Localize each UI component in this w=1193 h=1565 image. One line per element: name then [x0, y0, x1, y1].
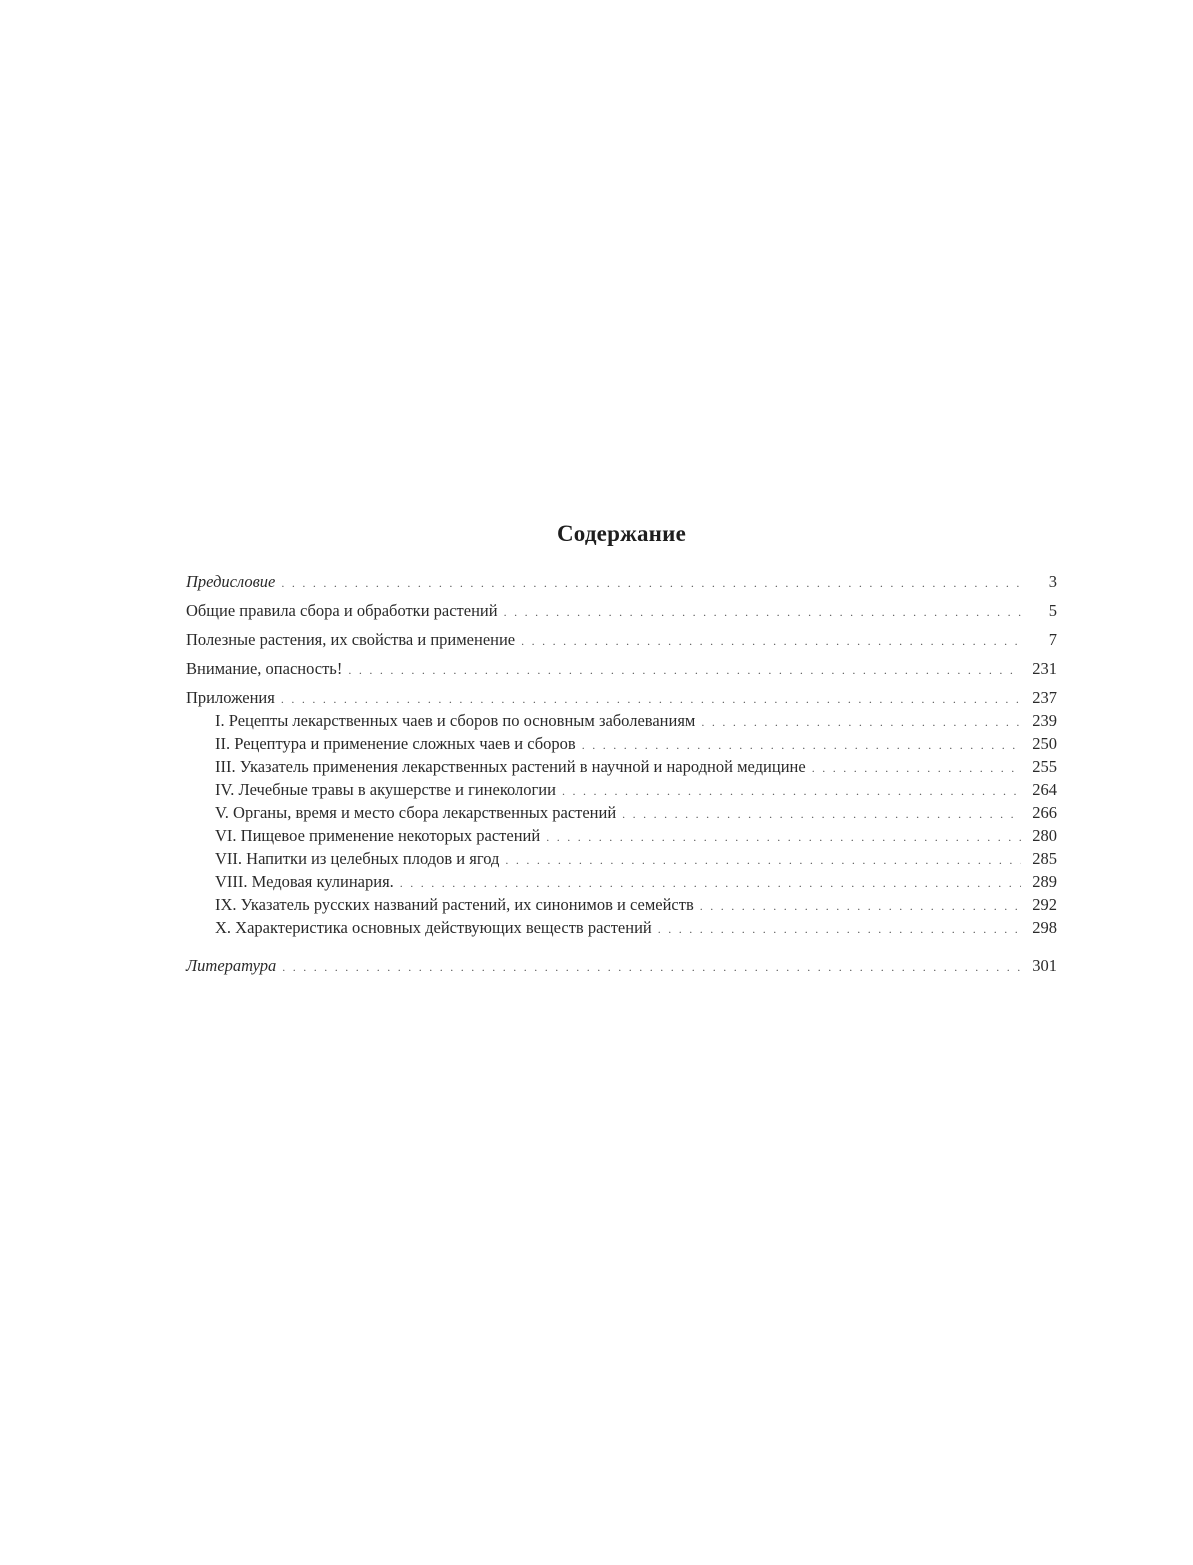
toc-entry-page: 7: [1048, 630, 1057, 649]
toc-title: Содержание: [557, 521, 686, 546]
toc-subentry-appendix-1[interactable]: [186, 709, 1057, 732]
dot-leader: [281, 686, 1021, 711]
toc-entry-page: 289: [1032, 872, 1057, 891]
toc-entry-label: VII. Напитки из целебных плодов и ягод: [215, 849, 500, 868]
dot-leader: [281, 570, 1021, 595]
toc-entry-page: 3: [1048, 572, 1057, 591]
toc-entry-page: 231: [1032, 659, 1057, 678]
dot-leader: [582, 732, 1021, 757]
dot-leader: [505, 847, 1021, 872]
dot-leader: [282, 954, 1021, 979]
toc-subentry-appendix-2[interactable]: [186, 732, 1057, 755]
dot-leader: [658, 916, 1021, 941]
dot-leader: [546, 824, 1021, 849]
toc-entry-page: 237: [1032, 688, 1057, 707]
toc-entry-page: 250: [1032, 734, 1057, 753]
dot-leader: [521, 628, 1021, 653]
toc-entry-label: X. Характеристика основных действующих веществ растений: [215, 918, 652, 937]
toc-entry-page: 266: [1032, 803, 1057, 822]
toc-subentry-appendix-6[interactable]: [186, 824, 1057, 847]
toc-entry-page: 5: [1048, 601, 1057, 620]
toc-subentry-appendix-8[interactable]: [186, 870, 1057, 893]
toc-entry-page: 255: [1032, 757, 1057, 776]
toc-entry-label: V. Органы, время и место сбора лекарственных растений: [215, 803, 617, 822]
toc-entry-general-rules[interactable]: [186, 599, 1057, 622]
toc-subentry-appendix-9[interactable]: [186, 893, 1057, 916]
dot-leader: [400, 870, 1021, 895]
toc-entry-page: 301: [1032, 956, 1057, 975]
toc-entry-label: IV. Лечебные травы в акушерстве и гинекологии: [215, 780, 556, 799]
dot-leader: [812, 755, 1021, 780]
toc-entry-label: Общие правила сбора и обработки растений: [186, 601, 498, 620]
toc-entry-literature[interactable]: [186, 954, 1057, 977]
toc-entry-label: Полезные растения, их свойства и применение: [186, 630, 516, 649]
dot-leader: [504, 599, 1021, 624]
toc-subentry-appendix-5[interactable]: [186, 801, 1057, 824]
toc-entry-appendices[interactable]: [186, 686, 1057, 709]
toc-entry-label: Литература: [186, 956, 277, 975]
toc-entry-label: IX. Указатель русских названий растений, их синонимов и семейств: [215, 895, 694, 914]
toc-entry-page: 285: [1032, 849, 1057, 868]
toc-entry-page: 264: [1032, 780, 1057, 799]
toc-entry-label: I. Рецепты лекарственных чаев и сборов по основным заболеваниям: [215, 711, 696, 730]
toc-entry-label: VIII. Медовая кулинария.: [215, 872, 394, 891]
toc-entry-label: VI. Пищевое применение некоторых растений: [215, 826, 541, 845]
toc-entry-label: III. Указатель применения лекарственных растений в научной и народной медицине: [215, 757, 806, 776]
toc-subentry-appendix-4[interactable]: [186, 778, 1057, 801]
toc-entry-page: 239: [1032, 711, 1057, 730]
dot-leader: [701, 709, 1021, 734]
dot-leader: [562, 778, 1021, 803]
toc-entry-preface[interactable]: [186, 570, 1057, 593]
toc-entry-useful-plants[interactable]: [186, 628, 1057, 651]
toc-entry-page: 292: [1032, 895, 1057, 914]
toc-subentry-appendix-10[interactable]: [186, 916, 1057, 939]
toc-entry-page: 298: [1032, 918, 1057, 937]
dot-leader: [348, 657, 1021, 682]
table-of-contents: [186, 518, 1057, 977]
toc-entry-page: 280: [1032, 826, 1057, 845]
toc-entry-label: II. Рецептура и применение сложных чаев и сборов: [215, 734, 576, 753]
toc-entry-label: Предисловие: [186, 572, 276, 591]
toc-entry-label: Приложения: [186, 688, 275, 707]
dot-leader: [622, 801, 1021, 826]
toc-subentry-appendix-3[interactable]: [186, 755, 1057, 778]
toc-entry-warning[interactable]: [186, 657, 1057, 680]
toc-entry-label: Внимание, опасность!: [186, 659, 343, 678]
dot-leader: [700, 893, 1021, 918]
toc-subentry-appendix-7[interactable]: [186, 847, 1057, 870]
